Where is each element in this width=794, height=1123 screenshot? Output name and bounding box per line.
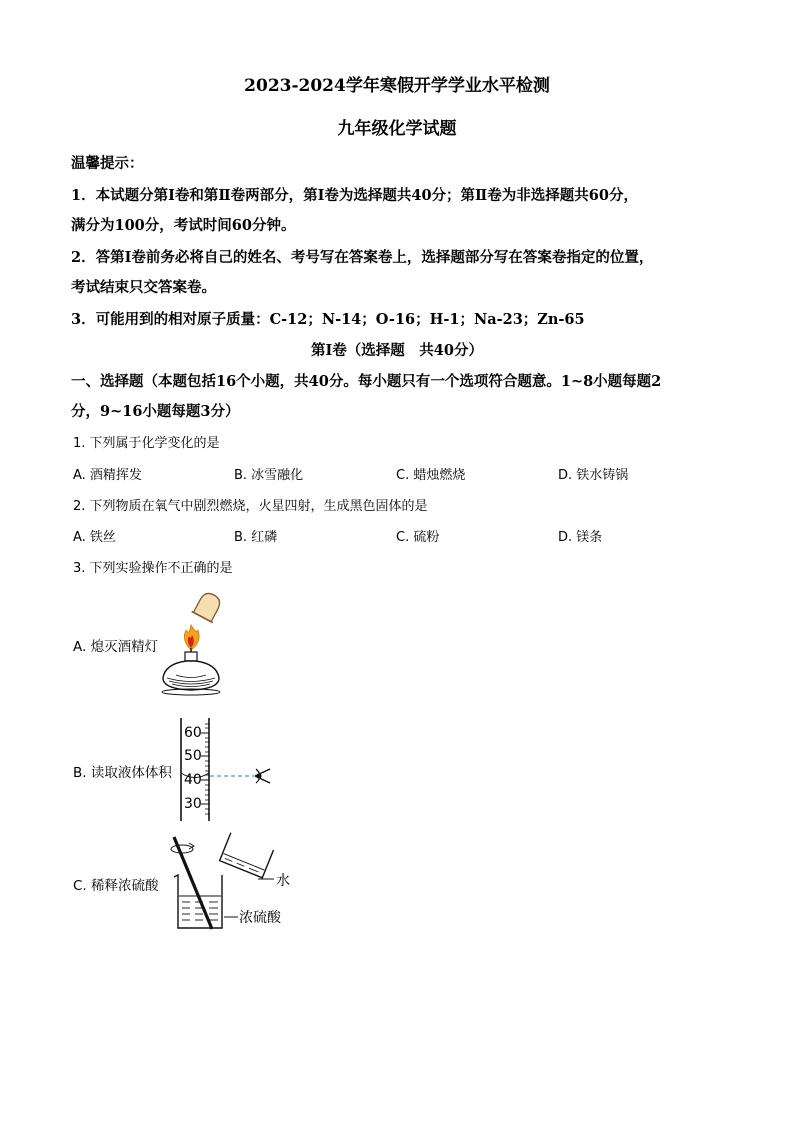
question-3-option-b: B. 读取液体体积 [73,765,172,781]
notice-line-1a: 1．本试题分第Ⅰ卷和第Ⅱ卷两部分，第Ⅰ卷为选择题共40分；第Ⅱ卷为非选择题共60分， [71,187,638,204]
lamp-cap [192,589,225,622]
cylinder-tick-30: 30 [184,796,202,812]
question-1-option-a: A. 酒精挥发 [73,468,142,483]
eye-icon [255,769,270,783]
notice-line-3: 3．可能用到的相对原子质量：C-12；N-14；O-16；H-1；Na-23；Zn-65 [71,311,585,328]
rotation-arrow-icon [171,843,194,853]
water-container [220,833,274,878]
notice-line-1b: 满分为100分，考试时间60分钟。 [71,217,296,234]
question-1-option-d: D. 铁水铸锅 [558,468,629,483]
section-intro-2: 分，9~16小题每题3分） [71,403,240,420]
question-2-option-d: D. 镁条 [558,530,603,545]
question-2-option-c: C. 硫粉 [396,530,440,545]
question-1-option-b: B. 冰雪融化 [234,468,304,483]
question-2-stem: 2. 下列物质在氧气中剧烈燃烧，火星四射，生成黑色固体的是 [73,499,428,514]
alcohol-lamp-figure [160,588,226,696]
exam-subtitle: 九年级化学试题 [337,119,457,139]
section-intro-1: 一、选择题（本题包括16个小题，共40分。每小题只有一个选项符合题意。1~8小题每题2 [71,373,662,390]
exam-title: 2023-2024学年寒假开学学业水平检测 [244,76,550,96]
cylinder-tick-40: 40 [184,772,202,788]
graduated-cylinder-figure [176,716,278,824]
question-1-option-c: C. 蜡烛燃烧 [396,468,466,483]
label-water: 水 [276,873,290,889]
notice-heading: 温馨提示： [71,155,144,172]
question-2-option-b: B. 红磷 [234,530,278,545]
question-1-stem: 1. 下列属于化学变化的是 [73,436,220,451]
cylinder-tick-60: 60 [184,725,202,741]
question-3-option-a: A. 熄灭酒精灯 [73,639,159,655]
label-concentrated-acid: 浓硫酸 [239,910,281,926]
question-2-option-a: A. 铁丝 [73,530,116,545]
acid-dilution-figure [166,832,306,932]
notice-line-2a: 2．答第Ⅰ卷前务必将自己的姓名、考号写在答案卷上，选择题部分写在答案卷指定的位置， [71,249,654,266]
notice-line-2b: 考试结束只交答案卷。 [71,279,216,296]
question-3-option-c: C. 稀释浓硫酸 [73,878,159,894]
flame-icon [184,625,199,650]
question-3-stem: 3. 下列实验操作不正确的是 [73,561,233,576]
cylinder-tick-50: 50 [184,748,202,764]
section-heading: 第Ⅰ卷（选择题 共40分） [311,342,483,359]
glass-rod [174,837,212,929]
